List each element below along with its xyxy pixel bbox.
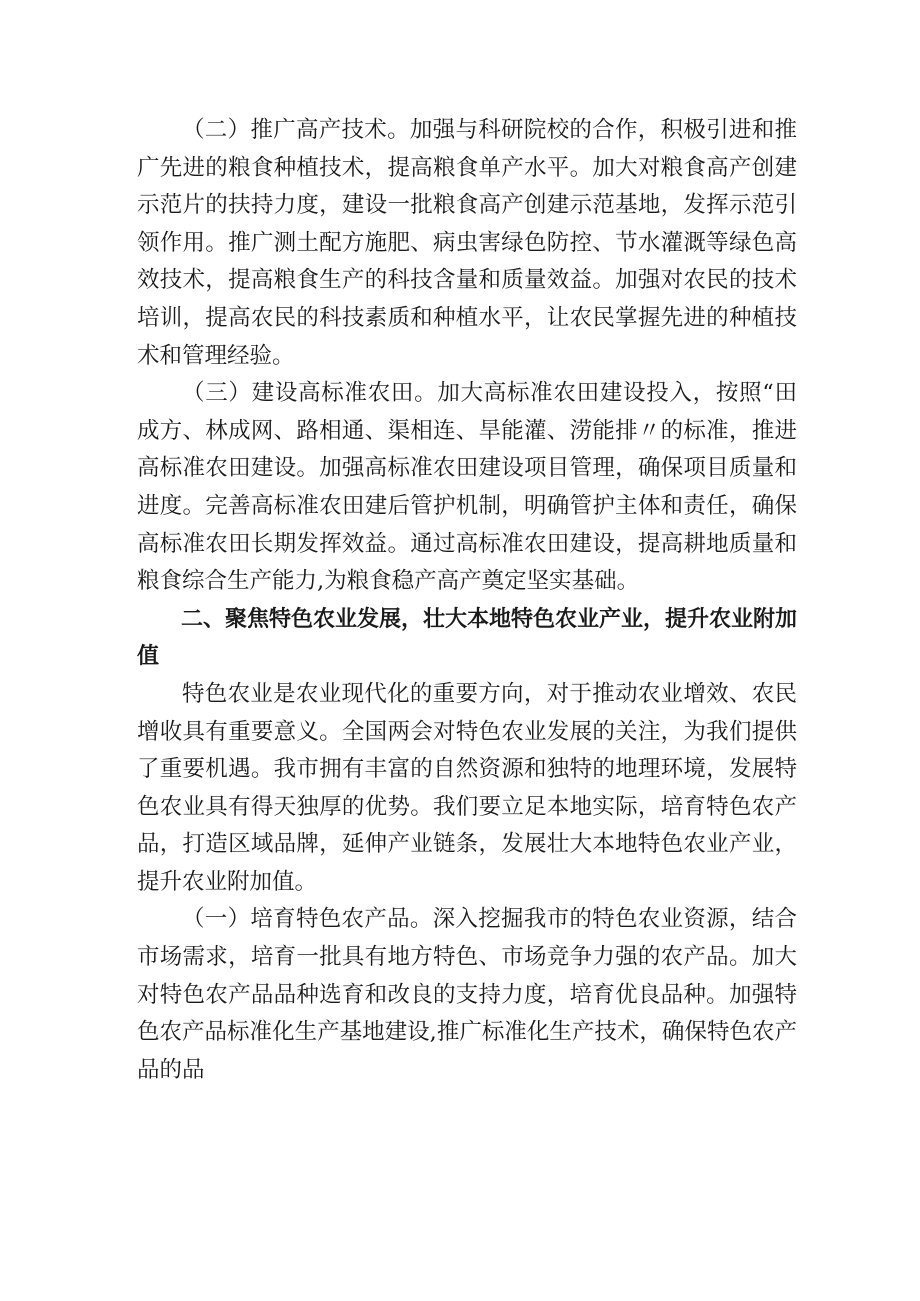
paragraph-specialty-agriculture-intro: 特色农业是农业现代化的重要方向，对于推动农业增效、农民增收具有重要意义。全国两会对特色农业发展的关注，为我们提供了重要机遇。我市拥有丰富的自然资源和独特的地理环境，发展特色农业具有得天独厚的优势。我们要立足本地实际，培育特色农产品，打造区域品牌，延伸产业链条，发展壮大本地特色农业产业，提升农业附加值。 (137, 680, 797, 895)
section-heading-specialty-agriculture: 二、聚焦特色农业发展，壮大本地特色农业产业，提升农业附加值 (137, 606, 798, 670)
paragraph-cultivate-specialty-products: （一）培育特色农产品。深入挖掘我市的特色农业资源，结合市场需求，培育一批具有地方特色、市场竞争力强的农产品。加大对特色农产品品种选育和改良的支持力度，培育优良品种。加强特色农产品标准化生产基地建设,推广标准化生产技术，确保特色农产品的品 (137, 906, 797, 1083)
paragraph-high-standard-farmland: （三）建设高标准农田。加大高标准农田建设投入，按照“田成方、林成网、路相通、渠相连、旱能灌、涝能排〃的标准，推进高标准农田建设。加强高标准农田建设项目管理，确保项目质量和进度。完善高标准农田建后管护机制，明确管护主体和责任，确保高标准农田长期发挥效益。通过高标准农田建设，提高耕地质量和粮食综合生产能力,为粮食稳产高产奠定坚实基础。 (137, 380, 797, 595)
paragraph-promote-high-yield-technology: （二）推广高产技术。加强与科研院校的合作，积极引进和推广先进的粮食种植技术，提高粮食单产水平。加大对粮食高产创建示范片的扶持力度，建设一批粮食高产创建示范基地，发挥示范引领作用。推广测土配方施肥、病虫害绿色防控、节水灌溉等绿色高效技术，提高粮食生产的科技含量和质量效益。加强对农民的技术培训，提高农民的科技素质和种植水平，让农民掌握先进的种植技术和管理经验。 (137, 117, 797, 369)
document-body (137, 112, 797, 1089)
